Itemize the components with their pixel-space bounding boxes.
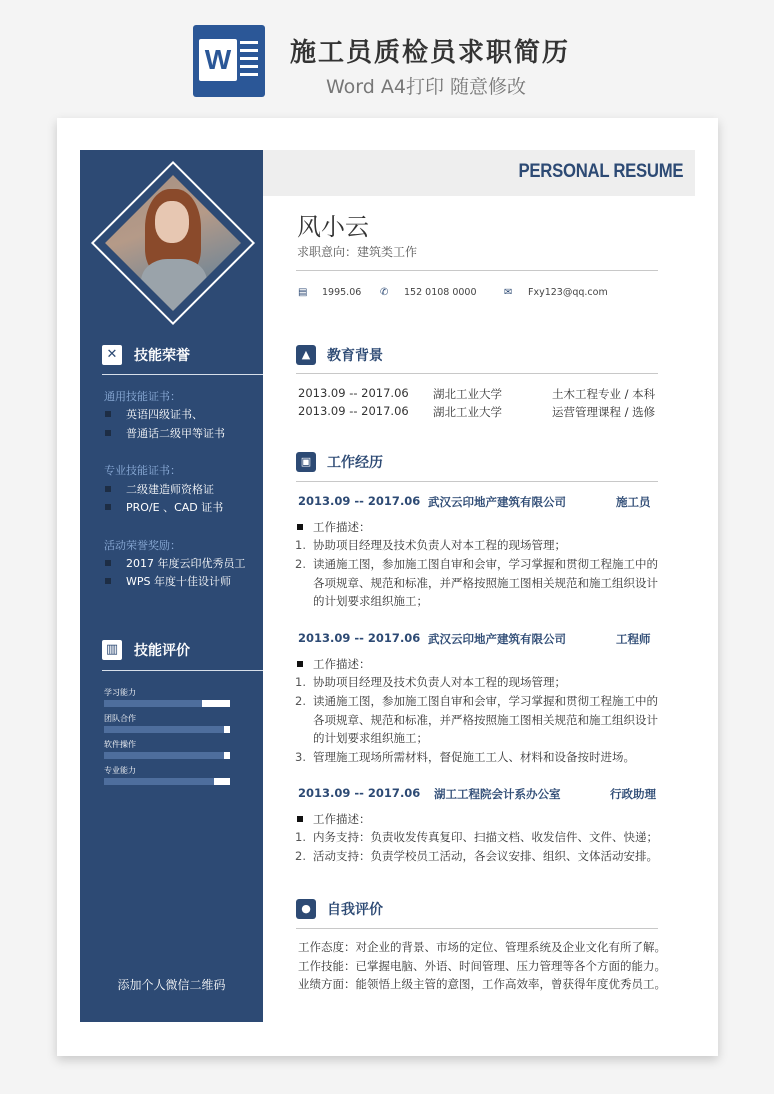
duty-number: 1. bbox=[295, 830, 306, 844]
honors-category-label: 通用技能证书： bbox=[104, 390, 181, 403]
duty-number: 3. bbox=[295, 750, 306, 764]
job-period: 2013.09 -- 2017.06 bbox=[298, 631, 421, 645]
profile-photo-frame bbox=[91, 161, 255, 325]
self-eval-heading bbox=[296, 899, 383, 919]
education-divider bbox=[296, 373, 658, 374]
honors-divider bbox=[102, 374, 263, 375]
job-role: 施工员 bbox=[616, 495, 651, 509]
phone-icon: ✆ bbox=[380, 286, 389, 298]
education-major: 运营管理课程 / 选修 bbox=[552, 405, 656, 419]
honors-item: 2017 年度云印优秀员工 bbox=[105, 555, 246, 571]
skills-title: 技能评价 bbox=[134, 643, 190, 659]
job-desc-label: 工作描述： bbox=[297, 811, 371, 827]
candidate-name: 风小云 bbox=[297, 213, 369, 241]
job-company: 武汉云印地产建筑有限公司 bbox=[428, 495, 566, 509]
phone-value: 152 0108 0000 bbox=[404, 287, 477, 298]
honors-heading bbox=[102, 345, 190, 365]
skill-label: 学习能力 bbox=[104, 688, 136, 697]
job-desc-label: 工作描述： bbox=[297, 519, 371, 535]
contact-birth bbox=[298, 287, 361, 298]
self-eval-line: 业绩方面：能领悟上级主管的意图，工作高效率，曾获得年度优秀员工。 bbox=[298, 977, 666, 991]
skill-bar bbox=[104, 726, 230, 733]
education-school: 湖北工业大学 bbox=[433, 405, 502, 419]
job-role: 工程师 bbox=[616, 632, 651, 646]
work-title: 工作经历 bbox=[327, 455, 383, 471]
job-company: 武汉云印地产建筑有限公司 bbox=[428, 632, 566, 646]
briefcase-icon: ▣ bbox=[296, 452, 316, 472]
skill-bar bbox=[104, 700, 230, 707]
duty-number: 2. bbox=[295, 694, 306, 708]
job-period: 2013.09 -- 2017.06 bbox=[298, 786, 421, 800]
self-eval-divider bbox=[296, 928, 658, 929]
header-divider bbox=[296, 270, 658, 271]
honors-category-label: 专业技能证书： bbox=[104, 464, 181, 477]
skills-divider bbox=[102, 670, 263, 671]
mail-icon: ✉ bbox=[504, 286, 513, 298]
personal-resume-band bbox=[263, 150, 695, 196]
skill-bar-fill bbox=[104, 752, 224, 759]
education-title: 教育背景 bbox=[327, 348, 383, 364]
duty-number: 1. bbox=[295, 675, 306, 689]
banner-subtitle: Word A4打印 随意修改 bbox=[326, 76, 527, 98]
education-school: 湖北工业大学 bbox=[433, 387, 502, 401]
honors-item: 英语四级证书、 bbox=[105, 406, 203, 422]
tools-icon: ✕ bbox=[102, 345, 122, 365]
self-eval-line: 工作技能：已掌握电脑、外语、时间管理、压力管理等各个方面的能力。 bbox=[298, 959, 666, 973]
honors-item: 普通话二级甲等证书 bbox=[105, 425, 225, 441]
job-duty: 内务支持：负责收发传真复印、扫描文档、收发信件、文件、快递； bbox=[313, 830, 658, 844]
email-value: Fxy123@qq.com bbox=[528, 287, 608, 298]
word-logo-letter: W bbox=[199, 39, 237, 81]
education-major: 土木工程专业 / 本科 bbox=[552, 387, 656, 401]
contact-phone bbox=[380, 287, 477, 298]
word-logo-icon bbox=[193, 25, 265, 97]
birth-value: 1995.06 bbox=[322, 287, 362, 298]
honors-item: 二级建造师资格证 bbox=[105, 481, 214, 497]
skill-bar bbox=[104, 752, 230, 759]
job-duty: 读通施工图，参加施工图自审和会审，学习掌握和贯彻工程施工中的各项规章、规范和标准，并严格按照施工图相关规范和施工组织设计的计划要求组织施工； bbox=[313, 557, 658, 608]
job-intent: 求职意向：建筑类工作 bbox=[297, 245, 418, 259]
work-heading bbox=[296, 452, 383, 472]
resume-sidebar bbox=[80, 150, 263, 1022]
job-duty: 活动支持：负责学校员工活动，各会议安排、组织、文体活动安排。 bbox=[313, 849, 658, 863]
job-role: 行政助理 bbox=[610, 787, 656, 801]
qr-code-label: 添加个人微信二维码 bbox=[117, 978, 226, 992]
education-heading bbox=[296, 345, 383, 365]
word-logo-lines bbox=[240, 41, 258, 81]
skill-label: 团队合作 bbox=[104, 714, 136, 723]
calendar-icon: ▤ bbox=[298, 286, 308, 298]
skills-heading bbox=[102, 640, 190, 660]
skill-bar-fill bbox=[104, 778, 214, 785]
self-eval-title: 自我评价 bbox=[327, 902, 383, 918]
job-duty: 协助项目经理及技术负责人对本工程的现场管理； bbox=[313, 675, 566, 689]
work-divider bbox=[296, 481, 658, 482]
skill-label: 专业能力 bbox=[104, 766, 136, 775]
honors-item: PRO/E 、CAD 证书 bbox=[105, 499, 223, 515]
honors-title: 技能荣誉 bbox=[134, 348, 190, 364]
job-duty: 管理施工现场所需材料，督促施工工人、材料和设备按时进场。 bbox=[313, 750, 635, 764]
personal-resume-label: PERSONAL RESUME bbox=[518, 161, 683, 182]
job-desc-label: 工作描述： bbox=[297, 656, 371, 672]
self-eval-line: 工作态度：对企业的背景、市场的定位、管理系统及企业文化有所了解。 bbox=[298, 940, 666, 954]
duty-number: 2. bbox=[295, 849, 306, 863]
contact-email bbox=[504, 287, 608, 298]
duty-number: 1. bbox=[295, 538, 306, 552]
banner-title: 施工员质检员求职简历 bbox=[290, 38, 571, 68]
education-period: 2013.09 -- 2017.06 bbox=[298, 386, 409, 400]
job-company: 湖工工程院会计系办公室 bbox=[434, 787, 561, 801]
education-period: 2013.09 -- 2017.06 bbox=[298, 404, 409, 418]
job-duty: 读通施工图，参加施工图自审和会审，学习掌握和贯彻工程施工中的各项规章、规范和标准，并严格按照施工图相关规范和施工组织设计的计划要求组织施工； bbox=[313, 694, 658, 745]
honors-category-label: 活动荣誉奖励： bbox=[104, 539, 181, 552]
honors-item: WPS 年度十佳设计师 bbox=[105, 573, 231, 589]
job-period: 2013.09 -- 2017.06 bbox=[298, 494, 421, 508]
graduation-cap-icon: ▲ bbox=[296, 345, 316, 365]
duty-number: 2. bbox=[295, 557, 306, 571]
skill-label: 软件操作 bbox=[104, 740, 136, 749]
profile-photo bbox=[105, 175, 241, 311]
bar-chart-icon: ▥ bbox=[102, 640, 122, 660]
skill-bar-fill bbox=[104, 726, 224, 733]
skill-bar bbox=[104, 778, 230, 785]
skill-bar-fill bbox=[104, 700, 202, 707]
person-icon: ● bbox=[296, 899, 316, 919]
job-duty: 协助项目经理及技术负责人对本工程的现场管理； bbox=[313, 538, 566, 552]
